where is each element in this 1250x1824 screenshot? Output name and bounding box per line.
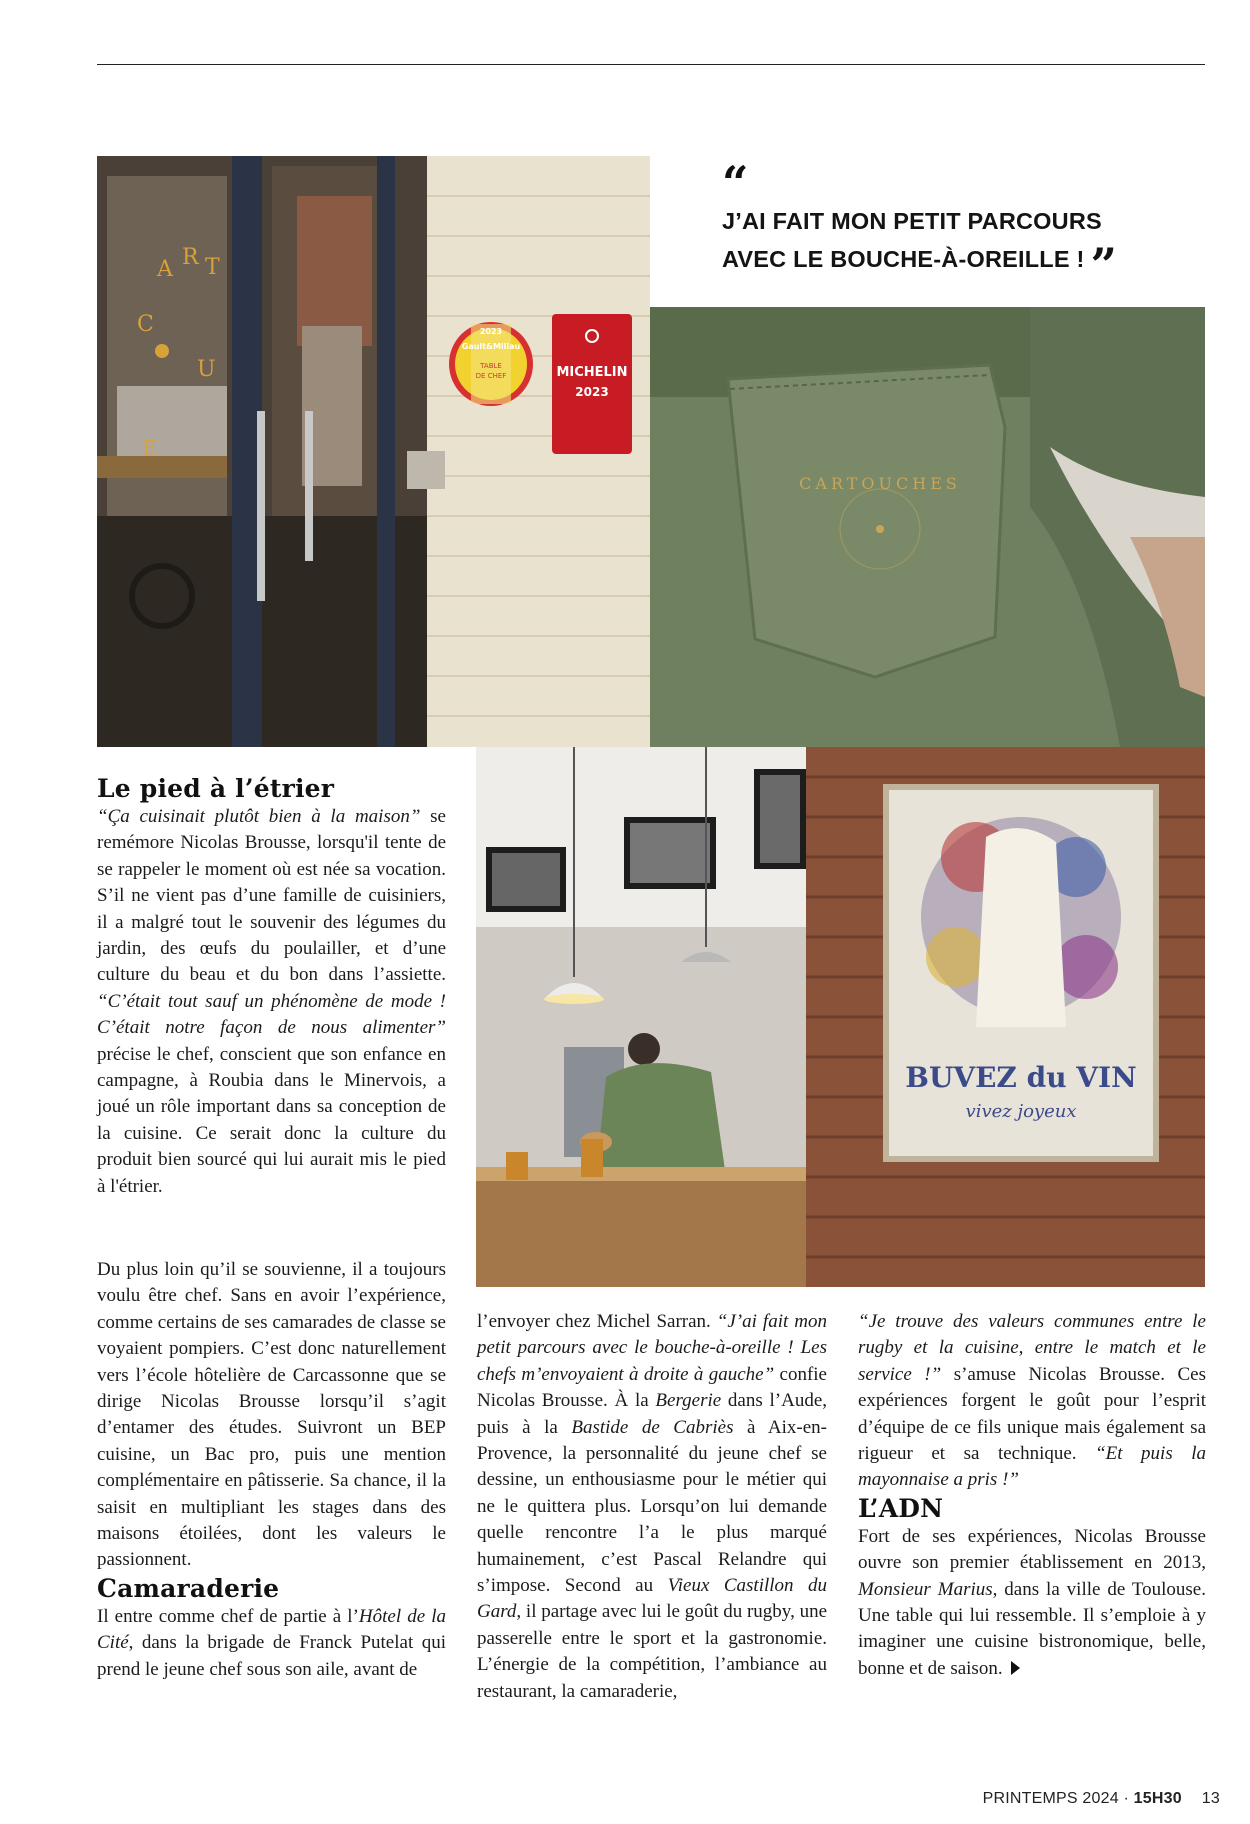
- svg-text:T: T: [205, 255, 220, 280]
- bastide-de-cabries: Bastide de Cabriès: [571, 1416, 734, 1438]
- page-number: 13: [1201, 1790, 1220, 1807]
- paragraph-2: Du plus loin qu’il se souvienne, il a toujours voulu être chef. Sans en avoir l’expérience, comme certains de ses camarades de classe se voyaient pompiers. C’est donc naturellement vers l’école hôtelière de Carcassonne que se dirige Nicolas Brousse lorsqu’il s’agit d’entamer des études. Suivront un BEP cuisine, un Bac pro, puis une mention complémentaire en pâtisserie. Sa chance, il la saisit en multipliant les stages dans des maisons étoilées, dont les valeurs le passionnent.: [97, 1259, 446, 1571]
- section-heading-pied-a-letrier: Le pied à l’étrier: [97, 774, 335, 803]
- kitchen-chef-photo: [476, 747, 1205, 1287]
- paragraph-3-start: [97, 1604, 446, 1683]
- p1-text-b: précise le chef, conscient que son enfance en campagne, à Roubia dans le Minervois, a joué un rôle important dans sa conception de la cuisine. Ce serait donc la culture du produit bien sourcé qui lui aurait mis le pied à l'étrier.: [97, 1043, 446, 1197]
- svg-text:E: E: [142, 437, 159, 462]
- quote-line-1: J’AI FAIT MON PETIT PARCOURS: [722, 208, 1102, 234]
- p1-text-a: se remémore Nicolas Brousse, lorsqu'il tente de se rappeler le moment où est née sa vocation. S’il ne vient pas d’une famille de cuisiniers, il a malgré tout le souvenir des légumes du jardin, des œufs du poulailler, et d’une culture du beau et du bon dans l’assiette.: [97, 806, 446, 986]
- quote-ca-cuisinait: “Ça cuisinait plutôt bien à la maison”: [97, 806, 421, 827]
- footer-season: PRINTEMPS 2024 ·: [982, 1790, 1134, 1807]
- svg-text:A: A: [157, 257, 173, 282]
- p3-text-b-part2: l’envoyer chez Michel Sarran.: [477, 1311, 717, 1332]
- svg-text:U: U: [197, 357, 216, 382]
- section-heading-camaraderie: Camaraderie: [97, 1573, 280, 1603]
- article-column-2: [477, 1309, 827, 1705]
- bergerie: Bergerie: [655, 1390, 722, 1412]
- p3-text-a: Il entre comme chef de partie à l’: [97, 1605, 359, 1627]
- p3-text-f: , il partage avec lui le goût du rugby, une passerelle entre le sport et la gastronomie. L’énergie de la compétition, l’ambiance au restaurant, la camaraderie,: [477, 1601, 828, 1702]
- paragraph-4: [858, 1524, 1206, 1682]
- pocket-logo-text: CARTOUCHES: [799, 474, 961, 493]
- p3-text-b-part1: , dans la brigade de Franck Putelat qui prend le jeune chef sous son aile, avant de: [97, 1632, 446, 1680]
- svg-text:R: R: [182, 245, 199, 270]
- article-column-3: [858, 1309, 1206, 1682]
- hotel-de-la-cite: Hôtel de la Cité: [97, 1605, 446, 1654]
- section-heading-ladn: L’ADN: [858, 1493, 944, 1523]
- end-arrow-icon: [1011, 1661, 1020, 1675]
- poster-line-2: vivez joyeux: [965, 1101, 1077, 1122]
- quote-text: [722, 202, 1192, 292]
- michelin-name: MICHELIN: [556, 365, 628, 380]
- monsieur-marius: Monsieur Marius: [858, 1578, 993, 1600]
- p3-text-g: s’amuse Nicolas Brousse. Ces expériences forgent le goût pour l’esprit d’équipe de ce fils unique mais également sa rigueur et sa technique.: [858, 1363, 1206, 1465]
- michelin-year: 2023: [575, 385, 609, 399]
- quote-rugby-cuisine: “Je trouve des valeurs communes entre le rugby et la cuisine, entre le match et le service !”: [858, 1311, 1206, 1385]
- poster-line-1: BUVEZ du VIN: [905, 1061, 1137, 1094]
- quote-close-mark: ”: [1090, 238, 1118, 292]
- svg-text:C: C: [137, 312, 154, 337]
- paragraph-1: [97, 804, 446, 1200]
- p3-text-e: à Aix-en-Provence, la personnalité du jeune chef se dessine, un enthousiasme pour le métier qui ne le quittera plus. Lorsqu’on lui demande quelle rencontre l’a le plus marqué humainement, c’est Pascal Relandre qui s’impose. Second au: [477, 1416, 827, 1597]
- chef-jacket-pocket-photo: [650, 307, 1205, 747]
- top-rule: [97, 64, 1205, 65]
- article-column-1-top: [97, 774, 446, 1200]
- restaurant-door-photo: [97, 156, 650, 747]
- paragraph-3-end: [858, 1309, 1206, 1494]
- p4-text-b: , dans la ville de Toulouse. Une table qui lui ressemble. Il s’emploie à y imaginer une cuisine bistronomique, belle, bonne et de saison.: [858, 1578, 1206, 1679]
- p3-text-c: confie Nicolas Brousse. À la: [477, 1363, 827, 1412]
- page-footer: [983, 1790, 1220, 1808]
- quote-tout-sauf-mode: “C’était tout sauf un phénomène de mode ! C’était notre façon de nous alimenter”: [97, 990, 446, 1039]
- paragraph-3-middle: [477, 1309, 827, 1705]
- article-column-1-bottom: [97, 1257, 446, 1683]
- gaultmillau-year: 2023: [479, 327, 503, 336]
- p3-text-d: dans l’Aude, puis à la: [477, 1390, 827, 1438]
- quote-open-mark: “: [722, 156, 749, 210]
- gaultmillau-table: TABLE: [480, 362, 502, 370]
- pull-quote: [722, 156, 1192, 292]
- vieux-castillon-du-gard: Vieux Castillon du Gard: [477, 1575, 827, 1623]
- p4-text-a: Fort de ses expériences, Nicolas Brousse ouvre son premier établissement en 2013,: [858, 1525, 1206, 1574]
- quote-bouche-a-oreille: “J’ai fait mon petit parcours avec le bouche-à-oreille ! Les chefs m’envoyaient à droite à gauche”: [477, 1311, 827, 1385]
- quote-mayonnaise: “Et puis la mayonnaise a pris !”: [858, 1443, 1207, 1491]
- gaultmillau-de-chef: DE CHEF: [475, 372, 507, 380]
- gaultmillau-name: Gault&Millau: [461, 342, 521, 351]
- footer-magazine: 15H30: [1133, 1790, 1182, 1807]
- quote-line-2: AVEC LE BOUCHE-À-OREILLE !: [722, 246, 1085, 272]
